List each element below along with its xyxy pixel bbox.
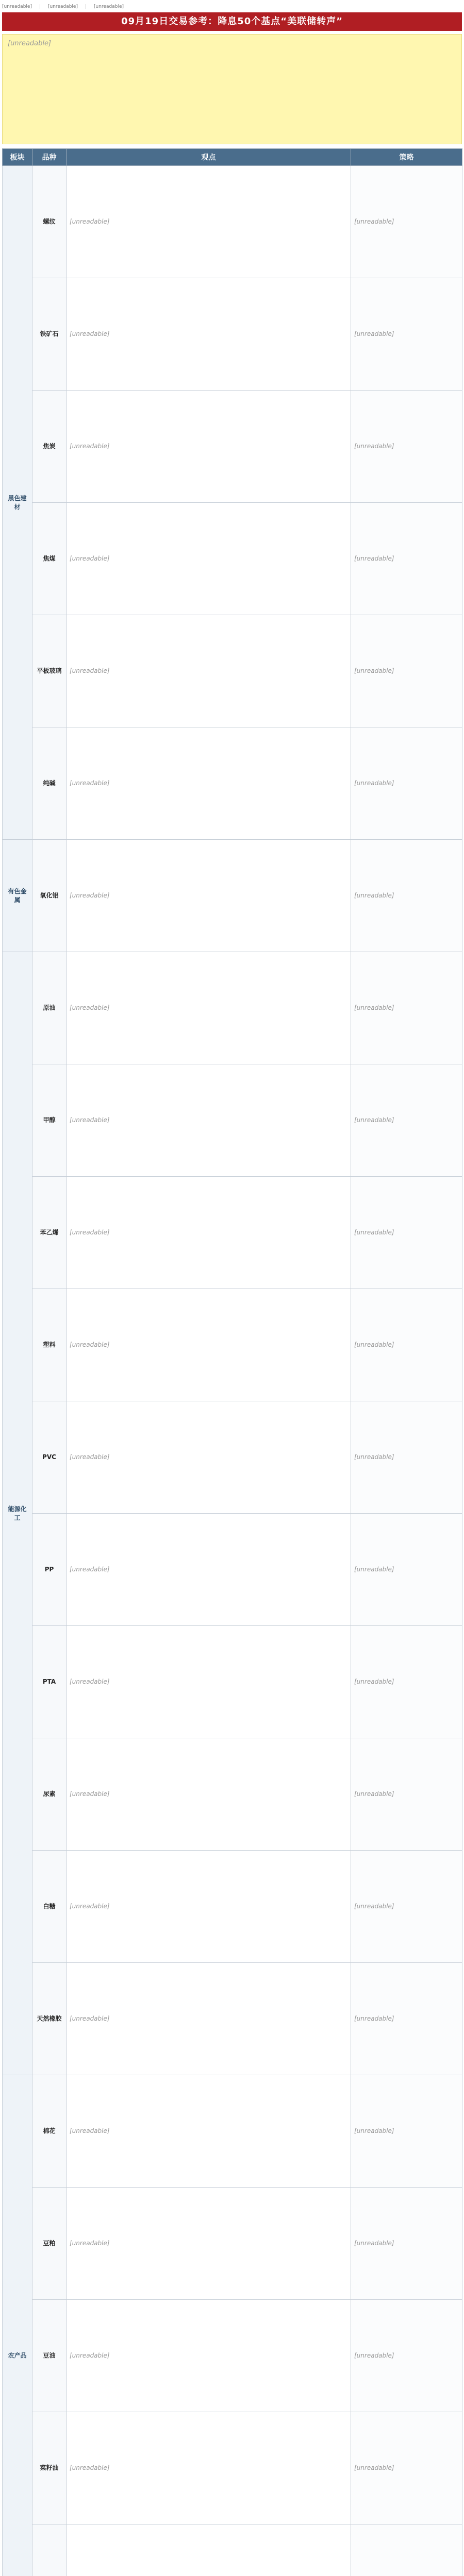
meta-bar <box>2 3 462 10</box>
intro-summary <box>2 34 462 144</box>
sector-cell: 能源化工 <box>3 952 32 2075</box>
view-cell: [unreadable] <box>67 615 351 727</box>
commodity-name: PTA <box>32 1626 67 1738</box>
strategy-cell: [unreadable] <box>351 615 462 727</box>
commodity-name: 豆油 <box>32 2300 67 2412</box>
strategy-cell: [unreadable] <box>351 166 462 278</box>
commodity-name: 尿素 <box>32 1738 67 1851</box>
view-cell: [unreadable] <box>67 1851 351 1963</box>
commodity-name: PP <box>32 1514 67 1626</box>
commodity-name <box>32 2524 67 2576</box>
table-row <box>3 2524 462 2576</box>
table-row <box>3 2075 462 2188</box>
table-row <box>3 2412 462 2524</box>
strategy-cell: [unreadable] <box>351 1738 462 1851</box>
strategy-cell: [unreadable] <box>351 391 462 503</box>
page-title: 09月19日交易参考：降息50个基点“美联储转声” <box>2 12 462 31</box>
col-header-view: 观点 <box>67 149 351 166</box>
commodity-name: 白糖 <box>32 1851 67 1963</box>
strategy-cell: [unreadable] <box>351 1851 462 1963</box>
sector-cell: 黑色建材 <box>3 166 32 840</box>
strategy-cell: [unreadable] <box>351 1963 462 2075</box>
strategy-cell: [unreadable] <box>351 2412 462 2524</box>
strategy-cell: [unreadable] <box>351 1626 462 1738</box>
commodity-name: 纯碱 <box>32 727 67 840</box>
commodity-name: PVC <box>32 1401 67 1514</box>
col-header-strategy: 策略 <box>351 149 462 166</box>
table-row <box>3 952 462 1064</box>
table-header-row <box>3 149 462 166</box>
table-row <box>3 1963 462 2075</box>
strategy-cell: [unreadable] <box>351 727 462 840</box>
view-cell: [unreadable] <box>67 1289 351 1401</box>
commodity-name: 菜籽油 <box>32 2412 67 2524</box>
commodity-name: 铁矿石 <box>32 278 67 391</box>
meta-mid: [unreadable] <box>48 4 78 9</box>
commodity-name: 甲醇 <box>32 1064 67 1177</box>
strategy-cell: [unreadable] <box>351 840 462 952</box>
table-row <box>3 1289 462 1401</box>
commodity-name: 螺纹 <box>32 166 67 278</box>
view-cell: [unreadable] <box>67 2188 351 2300</box>
table-row <box>3 2300 462 2412</box>
view-cell: [unreadable] <box>67 278 351 391</box>
table-row <box>3 2188 462 2300</box>
view-cell: [unreadable] <box>67 2300 351 2412</box>
view-cell: [unreadable] <box>67 1401 351 1514</box>
table-row <box>3 1851 462 1963</box>
strategy-cell: [unreadable] <box>351 2075 462 2188</box>
commodity-name: 天然橡胶 <box>32 1963 67 2075</box>
view-cell <box>67 2524 351 2576</box>
table-row <box>3 1177 462 1289</box>
commodity-name: 塑料 <box>32 1289 67 1401</box>
strategy-cell: [unreadable] <box>351 1514 462 1626</box>
commodity-name: 棉花 <box>32 2075 67 2188</box>
table-row <box>3 840 462 952</box>
strategy-cell: [unreadable] <box>351 1289 462 1401</box>
sector-cell: 有色金属 <box>3 840 32 952</box>
table-row <box>3 166 462 278</box>
intro-text: [unreadable] <box>8 40 52 47</box>
table-row <box>3 727 462 840</box>
table-row <box>3 1738 462 1851</box>
commodity-name: 氧化铝 <box>32 840 67 952</box>
commodity-name: 平板玻璃 <box>32 615 67 727</box>
strategy-cell <box>351 2524 462 2576</box>
view-cell: [unreadable] <box>67 1514 351 1626</box>
meta-separator: | <box>39 4 41 9</box>
strategy-cell: [unreadable] <box>351 1064 462 1177</box>
table-row <box>3 1064 462 1177</box>
strategy-cell: [unreadable] <box>351 1401 462 1514</box>
view-cell: [unreadable] <box>67 503 351 615</box>
table-row <box>3 503 462 615</box>
commodity-name: 焦煤 <box>32 503 67 615</box>
commodity-name: 苯乙烯 <box>32 1177 67 1289</box>
view-cell: [unreadable] <box>67 1626 351 1738</box>
view-cell: [unreadable] <box>67 1963 351 2075</box>
col-header-name: 品种 <box>32 149 67 166</box>
table-row <box>3 1401 462 1514</box>
view-cell: [unreadable] <box>67 840 351 952</box>
table-body <box>3 166 462 2576</box>
strategy-cell: [unreadable] <box>351 2300 462 2412</box>
strategy-cell: [unreadable] <box>351 503 462 615</box>
table-row <box>3 1514 462 1626</box>
view-cell: [unreadable] <box>67 1177 351 1289</box>
strategy-table <box>2 148 462 2576</box>
commodity-name: 豆粕 <box>32 2188 67 2300</box>
meta-left: [unreadable] <box>2 4 32 9</box>
view-cell: [unreadable] <box>67 1738 351 1851</box>
strategy-cell: [unreadable] <box>351 1177 462 1289</box>
meta-right: [unreadable] <box>94 4 124 9</box>
strategy-cell: [unreadable] <box>351 278 462 391</box>
table-row <box>3 391 462 503</box>
view-cell: [unreadable] <box>67 952 351 1064</box>
sector-cell: 农产品 <box>3 2075 32 2576</box>
view-cell: [unreadable] <box>67 727 351 840</box>
view-cell: [unreadable] <box>67 391 351 503</box>
commodity-name: 原油 <box>32 952 67 1064</box>
commodity-name: 焦炭 <box>32 391 67 503</box>
table-row <box>3 615 462 727</box>
table-row <box>3 1626 462 1738</box>
strategy-cell: [unreadable] <box>351 952 462 1064</box>
col-header-sector: 板块 <box>3 149 32 166</box>
view-cell: [unreadable] <box>67 1064 351 1177</box>
strategy-cell: [unreadable] <box>351 2188 462 2300</box>
view-cell: [unreadable] <box>67 2412 351 2524</box>
table-row <box>3 278 462 391</box>
view-cell: [unreadable] <box>67 2075 351 2188</box>
meta-separator: | <box>85 4 87 9</box>
view-cell: [unreadable] <box>67 166 351 278</box>
